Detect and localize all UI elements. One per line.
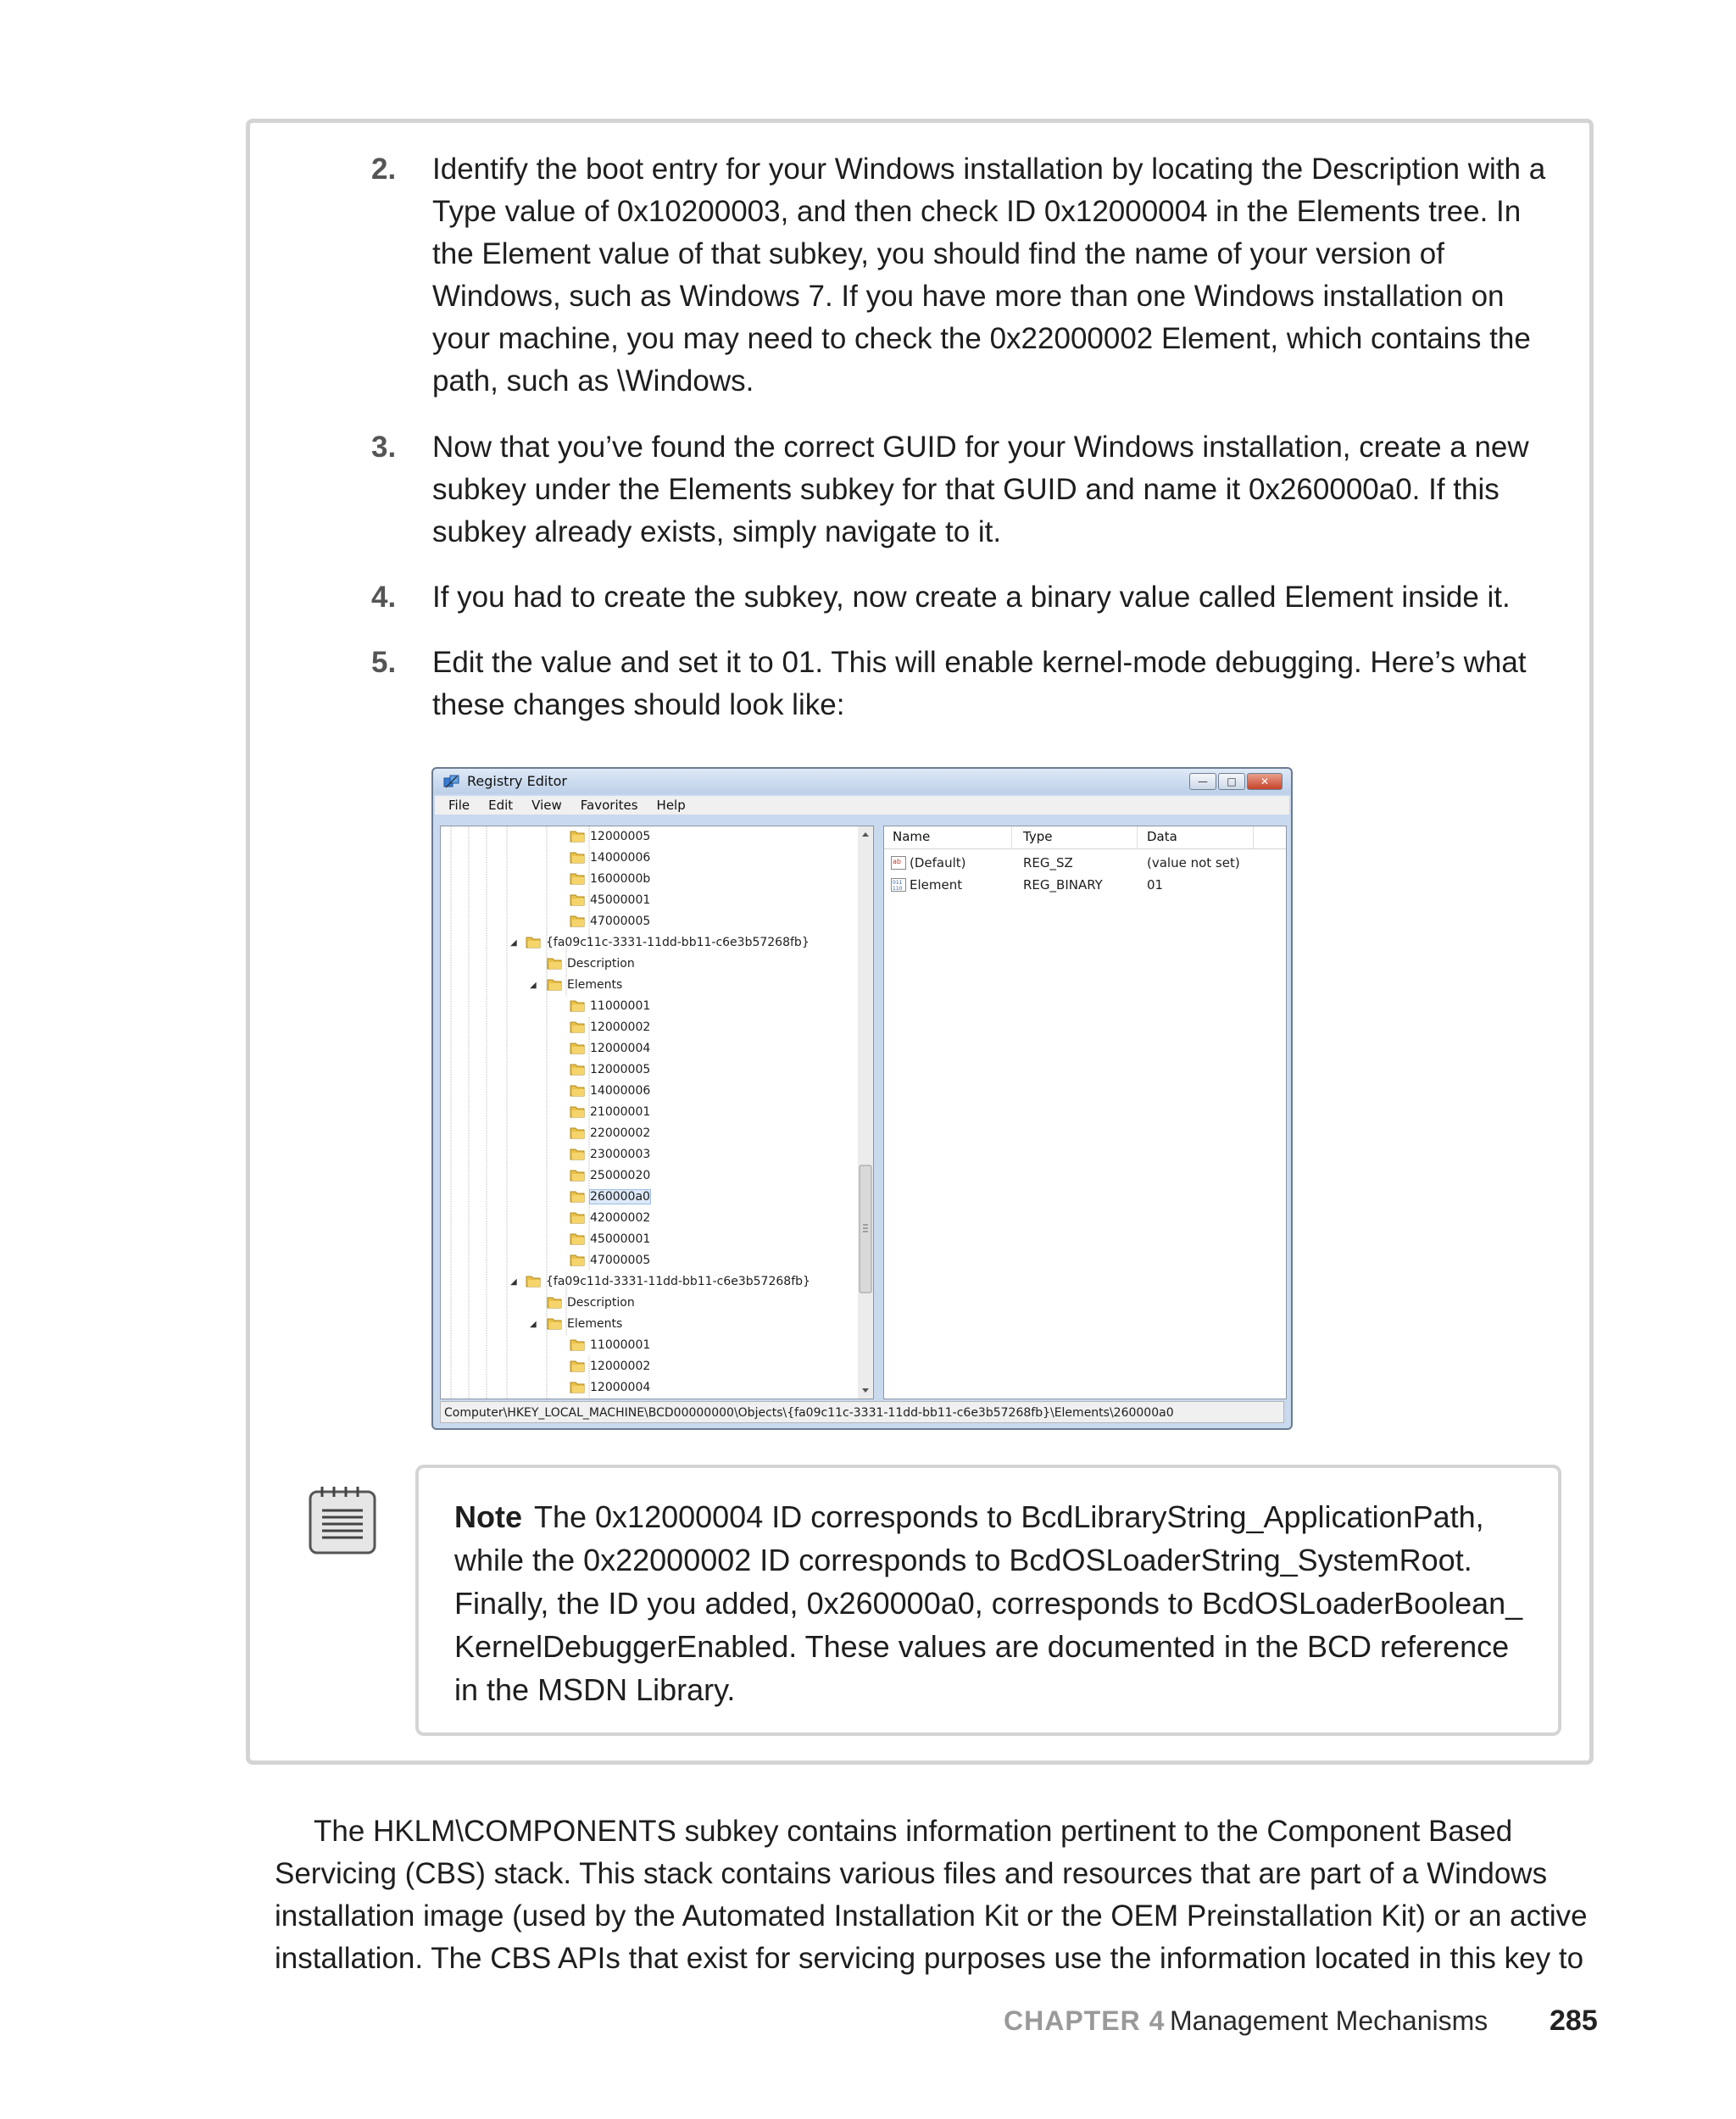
tree-node[interactable] [570,1229,650,1250]
step-text: Identify the boot entry for your Windows installation by locating the Description with a Type value of 0x10200003, and then check ID 0x12000004 in the Elements tree. In the Element value of that subkey, you should find the name of your version of Windows, such as Windows 7. If you have more than one Windows installation on your machine, you may need to check the 0x22000002 Element, which contains the path, such as \Windows. [432,153,1546,398]
step-number: 2. [371,153,397,186]
minimize-button[interactable]: — [1189,773,1216,790]
folder-icon [570,1083,585,1097]
column-separator[interactable] [1011,826,1012,848]
tree-node-label: 25000020 [590,1169,651,1182]
folder-icon [570,1168,585,1182]
column-type[interactable]: Type [1023,829,1053,844]
tree-node[interactable] [510,1271,810,1293]
tree-node-label: 11000001 [590,999,651,1013]
expand-toggle-icon[interactable]: ◢ [510,1277,517,1287]
string-value-icon [891,856,906,870]
tree-node-label: 12000004 [590,1381,651,1394]
folder-icon [570,1338,585,1351]
tree-node-label: Description [567,957,635,971]
menu-view[interactable]: View [531,798,562,813]
folder-icon [570,914,585,927]
tree-node[interactable] [570,911,650,932]
tree-node-label: Elements [567,978,623,992]
folder-icon [547,1316,562,1330]
folder-icon [570,850,585,864]
column-separator[interactable] [1253,826,1254,848]
menu-favorites[interactable]: Favorites [580,798,638,813]
tree-node[interactable] [570,890,650,911]
step-number: 4. [371,581,397,614]
tree-node-label: {fa09c11d-3331-11dd-bb11-c6e3b57268fb} [546,1275,810,1288]
tree-node[interactable] [570,848,650,869]
registry-editor-window [431,767,1293,1430]
note-text [454,1495,1531,1711]
step-4 [371,576,1558,619]
tree-node[interactable] [570,1377,650,1399]
folder-icon [547,977,562,991]
folder-icon [570,1062,585,1076]
folder-icon [570,1253,585,1266]
tree-node-label: 14000006 [590,851,651,865]
value-name: Element [910,877,963,893]
folder-icon [570,1232,585,1245]
list-header [884,826,1286,849]
tree-node-label: 22000002 [590,1126,651,1140]
tree-node[interactable] [570,1356,650,1377]
tree-node[interactable] [570,1165,650,1187]
folder-icon [570,998,585,1012]
tree-node[interactable] [547,1293,635,1314]
tree-node[interactable] [570,1335,650,1356]
folder-icon [570,871,585,885]
tree-node[interactable] [570,869,650,890]
status-bar-path: Computer\HKEY_LOCAL_MACHINE\BCD00000000\Objects\{fa09c11c-3331-11dd-bb11-c6e3b57268fb}\Elements\260000a0 [440,1401,1284,1423]
folder-icon [526,1274,541,1288]
tree-node-label: 21000001 [590,1105,651,1119]
value-row-default[interactable] [884,852,1286,874]
folder-icon [570,1359,585,1372]
tree-node-label: 47000005 [590,1254,651,1267]
tree-node[interactable] [570,1038,650,1060]
tree-node[interactable] [570,1017,650,1038]
tree-scrollbar[interactable] [858,826,873,1399]
tree-node[interactable] [547,954,635,975]
key-tree-pane[interactable] [440,826,874,1399]
value-type: REG_SZ [1023,855,1073,870]
tree-node[interactable] [570,1102,650,1123]
expand-toggle-icon[interactable]: ◢ [530,981,537,990]
folder-icon [570,829,585,843]
window-title: Registry Editor [467,773,567,789]
value-type: REG_BINARY [1023,877,1103,893]
tree-node[interactable] [570,996,650,1017]
folder-icon [570,1189,585,1203]
tree-node[interactable] [570,1060,650,1081]
tree-node-label: 45000001 [590,1232,651,1246]
tree-guide-lines [441,826,873,1399]
tree-node-label: 11000001 [590,1338,651,1352]
footer-chapter: CHAPTER 4 [1004,2005,1166,2036]
step-text: Edit the value and set it to 01. This will enable kernel-mode debugging. Here’s what these changes should look like: [432,646,1527,721]
tree-node-label: Description [567,1296,635,1310]
tree-node[interactable] [570,1250,650,1271]
folder-icon [570,1210,585,1224]
step-3 [371,426,1558,553]
tree-node[interactable] [530,1314,623,1335]
note-icon [307,1485,378,1556]
window-controls [1189,773,1283,790]
folder-icon [570,1126,585,1139]
tree-node-label: 12000005 [590,1063,651,1076]
binary-value-icon [891,878,906,892]
tree-node-label: 1600000b [590,872,651,886]
tree-node-label: 12000005 [590,830,651,843]
tree-node[interactable] [530,975,623,996]
step-5 [371,642,1558,726]
tree-node[interactable] [570,1187,650,1208]
title-bar[interactable] [433,769,1291,794]
footer-chapter-title: Management Mechanisms [1170,2005,1488,2036]
tree-node[interactable] [570,1208,650,1229]
tree-node[interactable] [570,1144,650,1165]
folder-icon [570,1041,585,1054]
value-name: (Default) [910,855,966,870]
step-number: 3. [371,431,397,464]
expand-toggle-icon[interactable]: ◢ [510,938,517,948]
maximize-button[interactable]: □ [1218,773,1245,790]
tree-node-label: {fa09c11c-3331-11dd-bb11-c6e3b57268fb} [546,936,810,949]
tree-node-label: 23000003 [590,1148,651,1161]
step-text: If you had to create the subkey, now create a binary value called Element inside it. [432,581,1511,614]
folder-icon [570,893,585,906]
value-row-element[interactable] [884,874,1286,896]
tree-node-label: 42000002 [590,1211,651,1225]
tree-node-label: 260000a0 [590,1190,650,1204]
tree-node-label: 12000002 [590,1021,651,1034]
tree-node-label: 12000004 [590,1042,651,1055]
menu-edit[interactable]: Edit [488,798,514,813]
tree-node[interactable] [570,1081,650,1102]
tree-node-label: 47000005 [590,915,651,928]
menu-help[interactable]: Help [656,798,686,813]
folder-icon [570,1147,585,1160]
tree-node-label: 14000006 [590,1084,651,1098]
column-name[interactable]: Name [893,829,931,844]
close-button[interactable]: ✕ [1247,773,1283,790]
expand-toggle-icon[interactable]: ◢ [530,1320,537,1329]
tree-node[interactable] [510,932,810,954]
note-label: Note [454,1499,522,1534]
folder-icon [526,935,541,948]
value-data: (value not set) [1147,855,1240,870]
tree-node-label: 45000001 [590,893,651,907]
svg-text:ab: ab [893,858,901,865]
folder-icon [570,1380,585,1393]
value-data: 01 [1147,877,1164,893]
step-2 [371,148,1558,403]
menu-file[interactable]: File [448,798,470,813]
tree-node[interactable] [570,1123,650,1144]
svg-text:011: 011 [893,880,903,886]
folder-icon [570,1104,585,1118]
body-paragraph: The HKLM\COMPONENTS subkey contains information pertinent to the Component Based Servicing (CBS) stack. This stack contains various files and resources that are part of a Windows installation image (used by the Automated Installation Kit or the OEM Preinstallation Kit) or an active installation. The CBS APIs that exist for servicing purposes use the information located in this key to [275,1815,1588,1975]
folder-icon [547,956,562,970]
tree-node[interactable] [570,826,650,848]
page-number: 285 [1550,2005,1598,2037]
values-list-pane[interactable] [883,826,1287,1399]
registry-editor-icon [443,774,460,789]
menu-bar [435,796,1289,815]
folder-icon [570,1020,585,1033]
svg-text:110: 110 [893,886,903,892]
folder-icon [547,1295,562,1309]
tree-node-label: 12000002 [590,1360,651,1373]
note-body: The 0x12000004 ID corresponds to BcdLibraryString_ApplicationPath, while the 0x22000002 ID corresponds to BcdOSLoaderString_SystemRoot. Finally, the ID you added, 0x260000a0, corresponds to BcdOSLoaderBoolean_ KernelDebuggerEnabled. These values are documented in the BCD reference in the MSDN Library. [454,1499,1523,1707]
column-data[interactable]: Data [1147,829,1177,844]
step-text: Now that you’ve found the correct GUID for your Windows installation, create a new subkey under the Elements subkey for that GUID and name it 0x260000a0. If this subkey already exists, simply navigate to it. [432,431,1529,548]
column-separator[interactable] [1137,826,1138,848]
step-number: 5. [371,646,397,679]
tree-node-label: Elements [567,1317,623,1331]
